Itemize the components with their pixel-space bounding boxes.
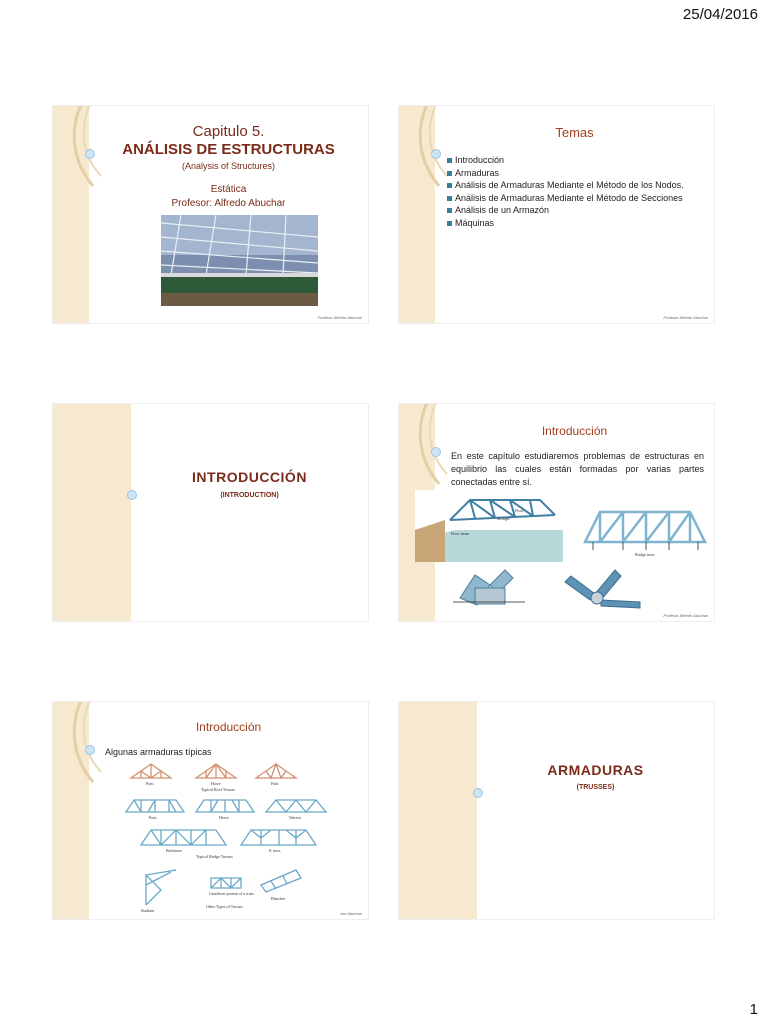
label-howe-bridge: Howe xyxy=(219,815,229,820)
chapter-subtitle: (Analysis of Structures) xyxy=(181,161,276,171)
bubble-icon xyxy=(85,745,95,755)
caption-roof-trusses: Typical Roof Trusses xyxy=(201,787,235,792)
slide-title-text: Temas xyxy=(555,125,594,140)
slide-paragraph: Algunas armaduras típicas xyxy=(105,747,212,757)
slide-title-text: Introducción xyxy=(195,720,262,734)
topics-list xyxy=(447,154,702,229)
slide-title-text: Introducción xyxy=(541,424,608,438)
slide-introduction-1 xyxy=(399,404,714,621)
label-floor-beam: Floor beam xyxy=(451,531,470,536)
slide-paragraph: En este capítulo estudiaremos problemas de estructuras en equilibrio las cuales están formadas por varias partes conectadas entre sí. xyxy=(451,451,704,487)
list-item: Introducción xyxy=(447,154,702,167)
course-name: Estática xyxy=(210,184,247,195)
label-floor: Floor xyxy=(515,508,524,513)
roof-structure-photo xyxy=(161,215,318,306)
slide-side-strip xyxy=(399,702,477,919)
section-subtitle: (TRUSSES) xyxy=(576,784,615,791)
slide-footer: dor Abuchar xyxy=(340,911,362,916)
label-stadium: Stadium xyxy=(141,908,155,913)
label-warren: Warren xyxy=(289,815,301,820)
list-item: Análisis de Armaduras Mediante el Método de Secciones xyxy=(447,192,702,205)
bridge-truss-figure xyxy=(415,490,711,618)
label-cantilever: Cantilever portion of a truss xyxy=(209,891,254,896)
slide-footer: Profesor Alfredo Abuchar xyxy=(663,315,708,320)
chapter-heading: ANÁLISIS DE ESTRUCTURAS xyxy=(122,141,335,158)
caption-other-trusses: Other Types of Trusses xyxy=(206,904,243,909)
page-number: 1 xyxy=(749,1001,758,1018)
label-k-truss: K truss xyxy=(269,848,281,853)
section-title: INTRODUCCIÓN xyxy=(192,469,307,485)
label-bleacher: Bleacher xyxy=(271,896,286,901)
typical-trusses-figure xyxy=(121,760,361,915)
label-baltimore: Baltimore xyxy=(166,848,182,853)
page-date: 25/04/2016 xyxy=(682,6,758,23)
list-item: Máquinas xyxy=(447,217,702,230)
bubble-icon xyxy=(431,447,441,457)
chapter-title: Capitulo 5. xyxy=(192,123,265,140)
slide-topics xyxy=(399,106,714,323)
slide-title xyxy=(53,106,368,323)
list-item: Análisis de un Armazón xyxy=(447,204,702,217)
list-item: Análisis de Armaduras Mediante el Método de los Nodos. xyxy=(447,179,702,192)
section-title: ARMADURAS xyxy=(547,762,644,778)
bubble-icon xyxy=(431,149,441,159)
label-stringer: Stringer xyxy=(497,516,510,521)
list-item: Armaduras xyxy=(447,167,702,180)
label-pratt-bridge: Pratt xyxy=(149,815,157,820)
label-bridge-truss: Bridge truss xyxy=(635,552,655,557)
label-howe: Howe xyxy=(211,781,221,786)
slide-footer: Profesor Alfredo Abuchar xyxy=(317,315,362,320)
slide-footer: Profesor Alfredo Abuchar xyxy=(663,613,708,618)
slide-side-strip xyxy=(53,404,131,621)
slide-introduction-section xyxy=(53,404,368,621)
slide-introduction-2 xyxy=(53,702,368,919)
label-pratt: Pratt xyxy=(146,781,154,786)
caption-bridge-trusses: Typical Bridge Trusses xyxy=(196,854,233,859)
slide-trusses-section xyxy=(399,702,714,919)
professor-name: Profesor: Alfredo Abuchar xyxy=(171,198,286,209)
section-subtitle: (INTRODUCTION) xyxy=(220,492,279,499)
label-fink: Fink xyxy=(271,781,279,786)
